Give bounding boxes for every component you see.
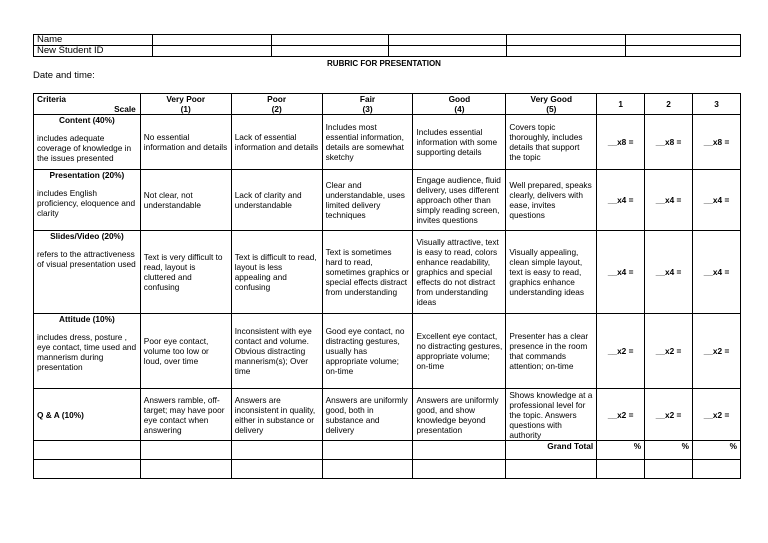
header-row xyxy=(34,94,741,115)
level-name: Very Good xyxy=(530,94,573,104)
criterion-description: includes adequate coverage of knowledge in the issues presented xyxy=(37,133,132,163)
criterion-cell xyxy=(34,231,141,314)
criterion-description: includes English proficiency, eloquence and clarity xyxy=(37,188,136,218)
level-description: Text is difficult to read, layout is less appealing and confusing xyxy=(231,231,322,314)
empty-cell xyxy=(34,460,141,479)
level-description: Covers topic thoroughly, includes details that support the topic xyxy=(506,115,597,170)
level-description: Answers ramble, off-target; may have poor eye contact when answering xyxy=(140,389,231,441)
student-id-field[interactable] xyxy=(152,46,271,57)
criteria-header xyxy=(34,94,141,115)
score-cell[interactable]: __x2 = xyxy=(597,314,645,389)
empty-cell xyxy=(140,460,231,479)
level-description: Good eye contact, no distracting gestures, usually has appropriate volume; on-time xyxy=(322,314,413,389)
name-field[interactable] xyxy=(389,35,507,46)
empty-cell xyxy=(413,441,506,460)
criterion-row-attitude xyxy=(34,314,741,389)
student-info-table xyxy=(33,34,741,57)
level-header xyxy=(413,94,506,115)
level-description: Includes essential information with some supporting details xyxy=(413,115,506,170)
criterion-name: Presentation (20%) xyxy=(49,170,125,180)
rubric-table xyxy=(33,93,741,479)
student-id-field[interactable] xyxy=(626,46,741,57)
level-description: Answers are uniformly good, both in substance and delivery xyxy=(322,389,413,441)
level-header xyxy=(231,94,322,115)
criterion-name: Slides/Video (20%) xyxy=(50,231,124,241)
criterion-cell xyxy=(34,389,141,441)
empty-cell[interactable] xyxy=(597,460,645,479)
criterion-cell xyxy=(34,314,141,389)
score-cell[interactable]: __x4 = xyxy=(597,231,645,314)
score-cell[interactable]: __x4 = xyxy=(693,231,741,314)
score-cell[interactable]: __x4 = xyxy=(645,231,693,314)
student-id-field[interactable] xyxy=(507,46,626,57)
level-header xyxy=(506,94,597,115)
rubric-title: RUBRIC FOR PRESENTATION xyxy=(327,59,441,68)
criterion-row-qa xyxy=(34,389,741,441)
level-name: Very Poor xyxy=(166,94,206,104)
level-description: Answers are inconsistent in quality, either in substance or delivery xyxy=(231,389,322,441)
criterion-description: includes dress, posture , eye contact, time used and mannerism during presentation xyxy=(37,332,137,372)
name-row xyxy=(34,35,741,46)
grand-total-cell[interactable]: % xyxy=(597,441,645,460)
grand-total-cell[interactable]: % xyxy=(693,441,741,460)
grand-total-label: Grand Total xyxy=(506,441,597,460)
level-name: Poor xyxy=(267,94,287,104)
level-description: Engage audience, fluid delivery, uses different approach other than simply reading screen, invites questions xyxy=(413,170,506,231)
empty-cell[interactable] xyxy=(693,460,741,479)
level-description: Lack of essential information and details xyxy=(231,115,322,170)
student-id-row xyxy=(34,46,741,57)
score-cell[interactable]: __x2 = xyxy=(693,314,741,389)
grand-total-row xyxy=(34,441,741,460)
level-number: (5) xyxy=(546,104,557,114)
score-cell[interactable]: __x4 = xyxy=(597,170,645,231)
empty-cell xyxy=(231,441,322,460)
name-label: Name xyxy=(34,35,153,46)
empty-cell xyxy=(231,460,322,479)
level-header xyxy=(140,94,231,115)
score-cell[interactable]: __x4 = xyxy=(693,170,741,231)
level-description: Clear and understandable, uses limited delivery techniques xyxy=(322,170,413,231)
level-description: Inconsistent with eye contact and volume. Obvious distracting mannerism(s); Over time xyxy=(231,314,322,389)
date-time-label: Date and time: xyxy=(33,70,95,81)
student-id-field[interactable] xyxy=(389,46,507,57)
evaluator-2-header: 2 xyxy=(645,94,693,115)
level-description: Poor eye contact, volume too low or loud, over time xyxy=(140,314,231,389)
student-id-field[interactable] xyxy=(271,46,389,57)
score-cell[interactable]: __x8 = xyxy=(597,115,645,170)
score-cell[interactable]: __x2 = xyxy=(597,389,645,441)
score-cell[interactable]: __x4 = xyxy=(645,170,693,231)
level-number: (1) xyxy=(180,104,191,114)
level-description: Shows knowledge at a professional level for the topic. Answers questions with authority xyxy=(506,389,597,441)
score-cell[interactable]: __x2 = xyxy=(645,389,693,441)
level-description: Lack of clarity and understandable xyxy=(231,170,322,231)
level-description: No essential information and details xyxy=(140,115,231,170)
level-description: Visually appealing, clean simple layout, text is easy to read, graphics enhance understanding ideas xyxy=(506,231,597,314)
criterion-description: refers to the attractiveness of visual presentation used xyxy=(37,249,136,269)
empty-cell xyxy=(322,441,413,460)
grand-total-cell[interactable]: % xyxy=(645,441,693,460)
name-field[interactable] xyxy=(626,35,741,46)
level-description: Not clear, not understandable xyxy=(140,170,231,231)
level-description: Excellent eye contact, no distracting gestures, appropriate volume; on-time xyxy=(413,314,506,389)
empty-cell xyxy=(413,460,506,479)
criterion-row-presentation xyxy=(34,170,741,231)
score-cell[interactable]: __x8 = xyxy=(645,115,693,170)
level-description: Text is very difficult to read, layout is cluttered and confusing xyxy=(140,231,231,314)
criterion-row-slides-video xyxy=(34,231,741,314)
evaluator-1-header: 1 xyxy=(597,94,645,115)
level-description: Well prepared, speaks clearly, delivers with ease, invites questions xyxy=(506,170,597,231)
level-description: Text is sometimes hard to read, sometimes graphics or special effects distract from understanding xyxy=(322,231,413,314)
scale-label: Scale xyxy=(114,104,136,114)
name-field[interactable] xyxy=(271,35,389,46)
level-description: Answers are uniformly good, and show knowledge beyond presentation xyxy=(413,389,506,441)
empty-cell xyxy=(506,460,597,479)
score-cell[interactable]: __x2 = xyxy=(645,314,693,389)
level-number: (4) xyxy=(454,104,465,114)
empty-cell xyxy=(322,460,413,479)
name-field[interactable] xyxy=(507,35,626,46)
level-name: Fair xyxy=(359,94,376,104)
level-description: Visually attractive, text is easy to read, colors enhance readability, graphics and special effects do not distract from understanding ideas xyxy=(413,231,506,314)
level-number: (3) xyxy=(362,104,373,114)
criteria-label: Criteria xyxy=(37,94,67,104)
score-cell[interactable]: __x2 = xyxy=(693,389,741,441)
level-number: (2) xyxy=(271,104,282,114)
level-description: Presenter has a clear presence in the room that commands attention; on-time xyxy=(506,314,597,389)
score-cell[interactable]: __x8 = xyxy=(693,115,741,170)
criterion-name: Attitude (10%) xyxy=(59,314,115,324)
empty-cell xyxy=(140,441,231,460)
name-field[interactable] xyxy=(152,35,271,46)
student-id-label: New Student ID xyxy=(34,46,153,57)
criterion-name: Q & A (10%) xyxy=(37,409,84,420)
blank-row xyxy=(34,460,741,479)
level-name: Good xyxy=(448,94,471,104)
criterion-cell xyxy=(34,115,141,170)
criterion-cell xyxy=(34,170,141,231)
criterion-row-content xyxy=(34,115,741,170)
evaluator-3-header: 3 xyxy=(693,94,741,115)
empty-cell xyxy=(34,441,141,460)
criterion-name: Content (40%) xyxy=(59,115,115,125)
level-description: Includes most essential information, details are somewhat sketchy xyxy=(322,115,413,170)
level-header xyxy=(322,94,413,115)
empty-cell[interactable] xyxy=(645,460,693,479)
